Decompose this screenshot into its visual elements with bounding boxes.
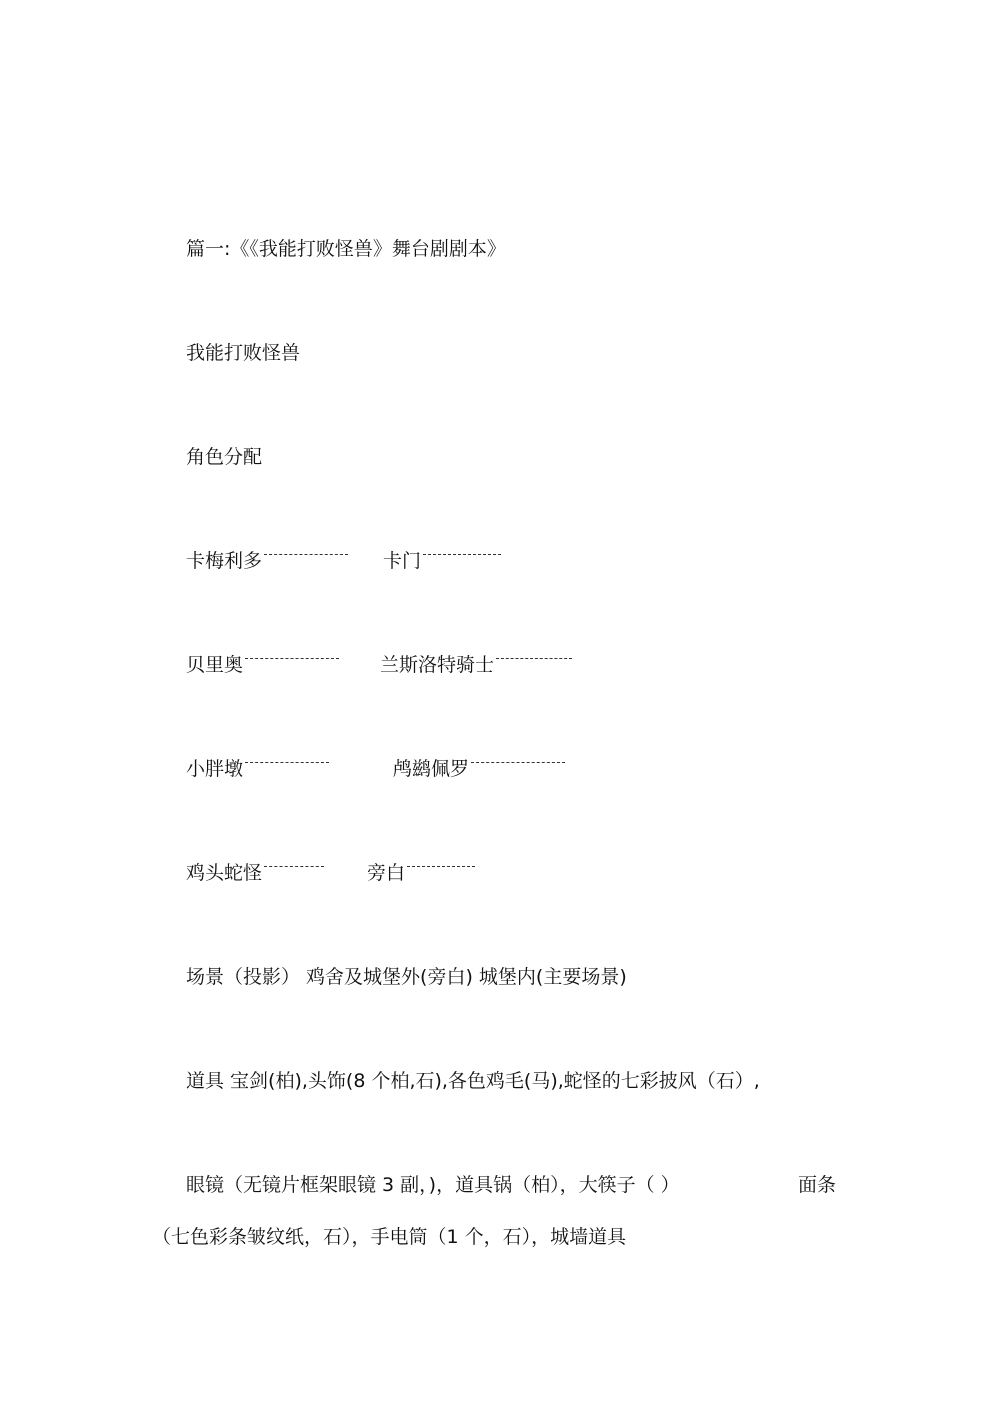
role-dash-line: [245, 762, 329, 763]
role-dash-line: [264, 554, 348, 555]
role-entry: [186, 860, 324, 886]
props-line: 眼镜（无镜片框架眼镜 3 副，)，道具锅（柏），大筷子（ ）: [186, 1174, 680, 1196]
role-entry: [380, 652, 572, 678]
role-dash-line: [245, 658, 339, 659]
role-name: 鸡头蛇怪: [186, 862, 263, 884]
role-name: 小胖墩: [186, 758, 244, 780]
role-entry: [186, 756, 329, 782]
props-line: （七色彩条皱纹纸，石），手电筒（1 个，石），城墙道具: [152, 1226, 627, 1248]
role-name: 贝里奥: [186, 654, 244, 676]
document-heading: 篇一:《《我能打败怪兽》舞台剧剧本》: [186, 238, 506, 260]
role-entry: [393, 756, 565, 782]
role-dash-line: [471, 762, 565, 763]
role-dash-line: [264, 866, 324, 867]
scene-line: 场景（投影） 鸡舍及城堡外(旁白) 城堡内(主要场景): [186, 966, 627, 988]
role-dash-line: [407, 866, 475, 867]
role-name: 兰斯洛特骑士: [380, 654, 495, 676]
props-line-end: 面条: [798, 1174, 837, 1196]
role-dash-line: [423, 554, 501, 555]
role-dash-line: [496, 658, 572, 659]
role-name: 鸬鹚佩罗: [393, 758, 470, 780]
role-name: 旁白: [367, 862, 406, 884]
props-line: 道具 宝剑(柏),头饰(8 个柏,石),各色鸡毛(马),蛇怪的七彩披风（石）,: [186, 1070, 760, 1092]
role-entry: [186, 548, 348, 574]
role-entry: [186, 652, 339, 678]
role-name: 卡门: [383, 550, 422, 572]
role-name: 卡梅利多: [186, 550, 263, 572]
role-entry: [367, 860, 475, 886]
play-title: 我能打败怪兽: [186, 342, 301, 364]
roles-label: 角色分配: [186, 446, 263, 468]
role-entry: [383, 548, 501, 574]
